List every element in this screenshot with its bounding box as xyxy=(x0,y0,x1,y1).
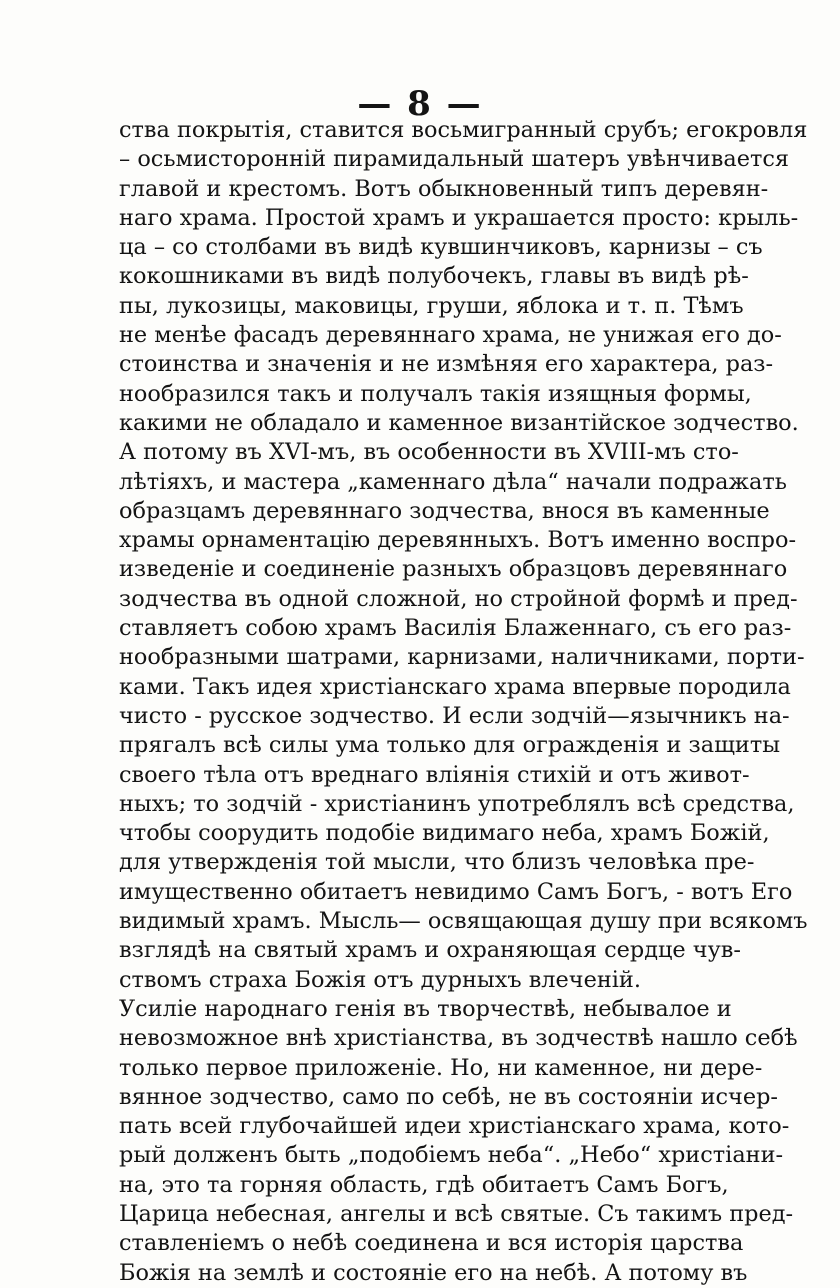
text-line: нообразными шатрами, карнизами, наличниками, порти- xyxy=(119,644,805,671)
body-text xyxy=(119,116,808,1288)
text-line: для утвержденія той мысли, что близъ человѣка пре- xyxy=(119,849,755,876)
text-line: Усиліе народнаго генія въ творчествѣ, небывалое и xyxy=(119,995,732,1022)
text-line: своего тѣла отъ вреднаго вліянія стихій и отъ живот- xyxy=(119,761,750,788)
text-line: какими не обладало и каменное византійское зодчество. xyxy=(119,409,799,436)
text-line: Божія на землѣ и состояніе его на небѣ. А потому въ xyxy=(119,1259,748,1286)
text-line: наго храма. Простой храмъ и украшается просто: крыль- xyxy=(119,204,799,231)
text-line: только первое приложеніе. Но, ни каменное, ни дере- xyxy=(119,1054,763,1081)
text-line: – осьмистороннiй пирамидальный шатеръ увѣнчивается xyxy=(119,146,790,173)
text-line: Царица небесная, ангелы и всѣ святые. Съ такимъ пред- xyxy=(119,1200,794,1227)
text-line: видимый храмъ. Мысль— освящающая душу при всякомъ xyxy=(119,908,808,935)
text-line: изведеніе и соединеніе разныхъ образцовъ деревяннаго xyxy=(119,556,788,583)
text-line: ствомъ страха Божія отъ дурныхъ влеченій. xyxy=(119,966,641,993)
text-line: имущественно обитаетъ невидимо Самъ Богъ, - вотъ Его xyxy=(119,878,793,905)
text-line: ставленіемъ о небѣ соединена и вся исторія царства xyxy=(119,1230,744,1257)
text-line: ставляетъ собою храмъ Василія Блаженнаго, съ его раз- xyxy=(119,615,792,642)
text-line: ками. Такъ идея христіанскаго храма впервые породила xyxy=(119,673,791,700)
text-line: ныхъ; то зодчій - христіанинъ употреблялъ всѣ средства, xyxy=(119,790,795,817)
text-line: ца – со столбами въ видѣ кувшинчиковъ, карнизы – съ xyxy=(119,234,763,261)
page-number: — 8 — xyxy=(357,84,483,124)
text-line: нообразился такъ и получалъ такія изящныя формы, xyxy=(119,380,752,407)
text-line: А потому въ XVI-мъ, въ особенности въ XVIII-мъ сто- xyxy=(119,439,739,466)
text-line: зодчества въ одной сложной, но стройной формѣ и пред- xyxy=(119,585,798,612)
text-line: лѣтіяхъ, и мастера „каменнаго дѣла“ начали подражать xyxy=(119,468,787,495)
text-line: рый долженъ быть „подобіемъ неба“. „Небо“ христіани- xyxy=(119,1142,784,1169)
text-line: храмы орнаментацію деревянныхъ. Вотъ именно воспро- xyxy=(119,527,797,554)
text-line: чисто - русское зодчество. И если зодчій—язычникъ на- xyxy=(119,702,790,729)
text-line: не менѣе фасадъ деревяннаго храма, не унижая его до- xyxy=(119,322,782,349)
text-line: взглядѣ на святый храмъ и охраняющая сердце чув- xyxy=(119,937,741,964)
text-line: пать всей глубочайшей идеи христіанскаго храма, кото- xyxy=(119,1113,790,1140)
paragraph xyxy=(119,116,808,995)
text-line: вянное зодчество, само по себѣ, не въ состояніи исчер- xyxy=(119,1083,778,1110)
text-line: стоинства и значенія и не измѣняя его характера, раз- xyxy=(119,351,774,378)
text-line: чтобы соорудить подобіе видимаго неба, храмъ Божій, xyxy=(119,820,770,847)
text-line: на, это та горняя область, гдѣ обитаетъ Самъ Богъ, xyxy=(119,1171,729,1198)
text-line: невозможное внѣ христіанства, въ зодчествѣ нашло себѣ xyxy=(119,1025,798,1052)
text-line: кокошниками въ видѣ полубочекъ, главы въ видѣ рѣ- xyxy=(119,263,749,290)
text-line: главой и крестомъ. Вотъ обыкновенный типъ деревян- xyxy=(119,175,769,202)
text-line: ства покрытія, ставится восьмигранный срубъ; егокровля xyxy=(119,117,808,143)
text-line: образцамъ деревяннаго зодчества, внося въ каменные xyxy=(119,497,770,524)
paragraph xyxy=(119,995,798,1288)
text-line: прягалъ всѣ силы ума только для огражденія и защиты xyxy=(119,732,781,759)
text-line: пы, лукозицы, маковицы, груши, яблока и т. п. Тѣмъ xyxy=(119,292,744,319)
